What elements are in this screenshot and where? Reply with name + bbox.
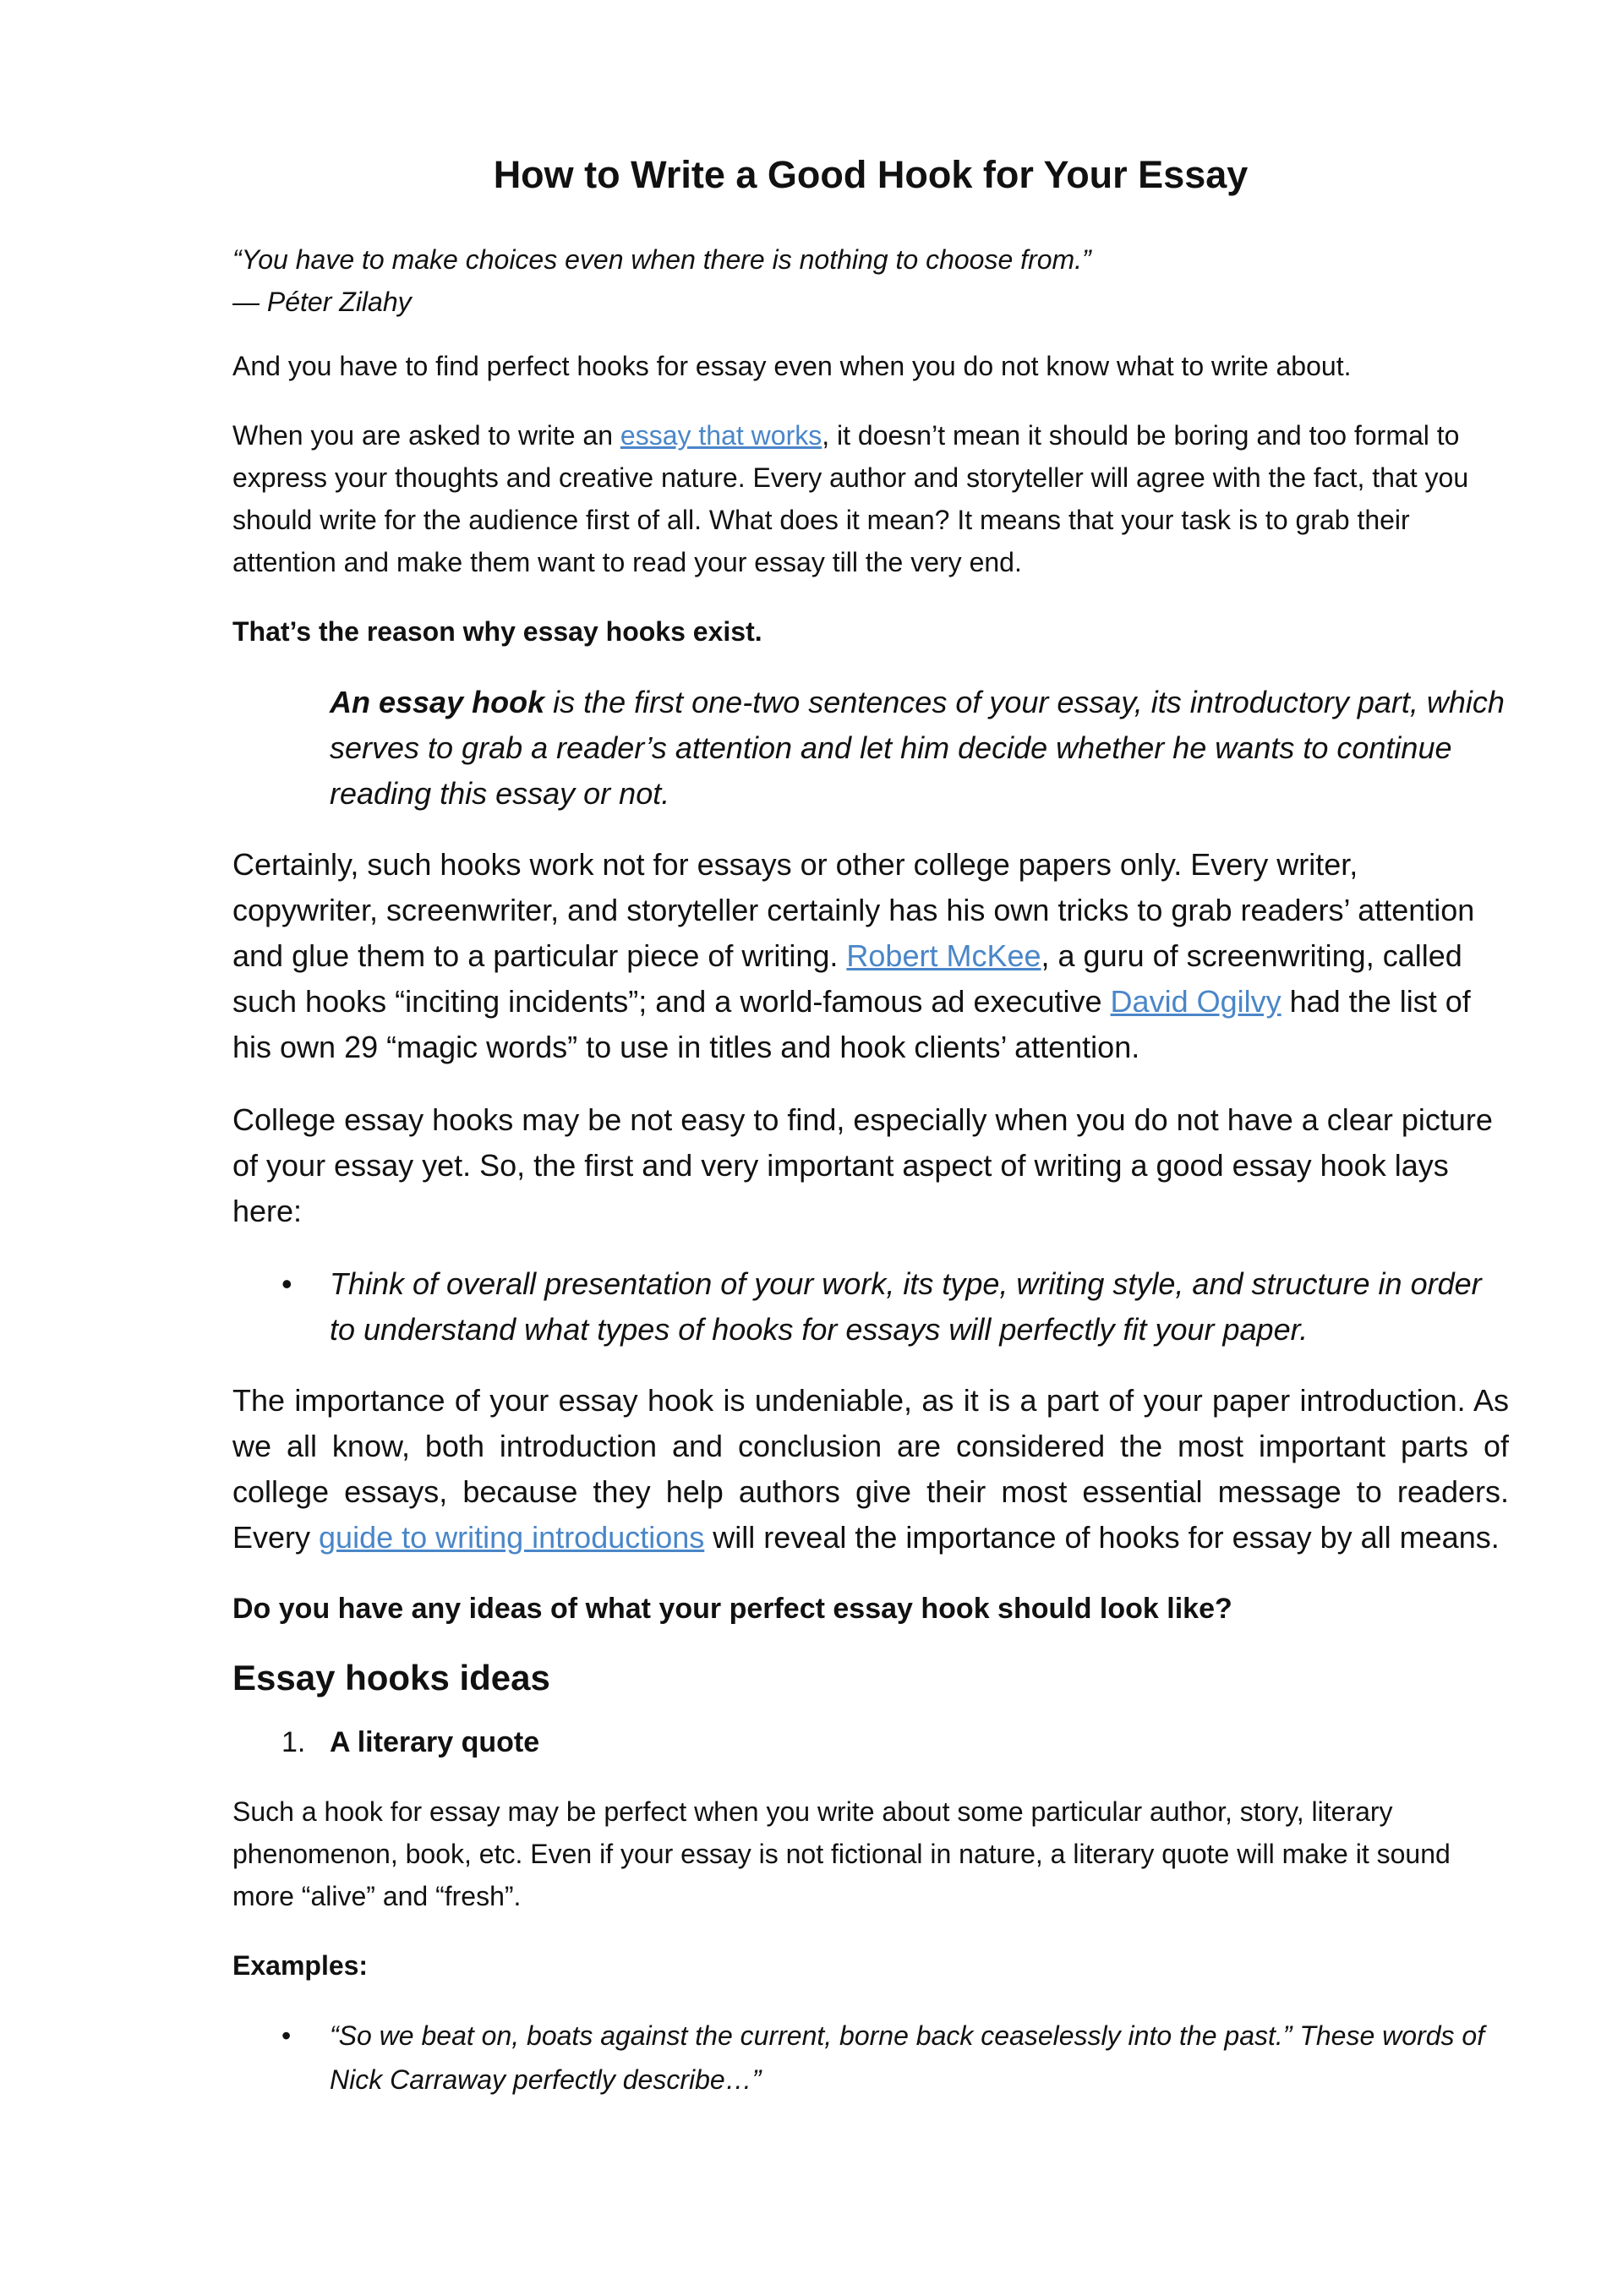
- list-item-literary-quote: [232, 1721, 1509, 1763]
- essay-hook-definition: [330, 680, 1509, 817]
- list-label: A literary quote: [330, 1726, 540, 1759]
- example-item: [232, 2014, 1509, 2102]
- epigraph-author: — Péter Zilahy: [232, 287, 412, 317]
- paragraph-hook-tricks: [232, 842, 1509, 1070]
- examples-label: Examples:: [232, 1950, 369, 1982]
- epigraph: [232, 238, 1509, 323]
- robert-mckee-link[interactable]: Robert McKee: [846, 938, 1041, 973]
- list-number: 1.: [281, 1726, 306, 1759]
- para1-text-before: When you are asked to write an: [232, 420, 620, 451]
- question-heading: Do you have any ideas of what your perfect essay hook should look like?: [232, 1593, 1232, 1625]
- para4-after: will reveal the importance of hooks for essay by all means.: [704, 1520, 1500, 1555]
- reason-heading: That’s the reason why essay hooks exist.: [232, 616, 762, 647]
- david-ogilvy-link[interactable]: David Ogilvy: [1110, 984, 1281, 1019]
- definition-term: An essay hook: [330, 685, 545, 719]
- paragraph-importance: [232, 1378, 1509, 1561]
- para4-text: The importance of your essay hook is undeniable, as it is a part of your paper introduction. As we all know, both introduction and conclusion are considered the most important parts of college essays, because they help authors give their most essential message to readers. Every: [232, 1383, 1509, 1555]
- para2-part1: Certainly, such hooks work not for essays or other college papers only. Every writer, copywriter, screenwriter, and storyteller certainly has his own tricks to grab readers’ attention and glue them to a particular piece of writing.: [232, 847, 1475, 973]
- bullet-text: Think of overall presentation of your work, its type, writing style, and structure in order to understand what types of hooks for essays will perfectly fit your paper.: [330, 1266, 1482, 1347]
- definition-text: is the first one-two sentences of your essay, its introductory part, which serves to grab a reader’s attention and let him decide whether he wants to continue reading this essay or not.: [330, 685, 1505, 811]
- paragraph-essay-that-works: [232, 414, 1509, 583]
- intro-paragraph: And you have to find perfect hooks for essay even when you do not know what to write about.: [232, 351, 1352, 381]
- example-text: “So we beat on, boats against the current, borne back ceaselessly into the past.” These words of Nick Carraway perfectly describe…”: [330, 2020, 1485, 2096]
- paragraph-literary-quote: Such a hook for essay may be perfect when you write about some particular author, story, literary phenomenon, book, etc. Even if your essay is not fictional in nature, a literary quote will make it sound more “alive” and “fresh”.: [232, 1796, 1451, 1912]
- document-body: [232, 152, 1509, 2127]
- bullet-dot-icon: •: [281, 2020, 292, 2052]
- paragraph-college-hooks: College essay hooks may be not easy to find, especially when you do not have a clear picture of your essay yet. So, the first and very important aspect of writing a good essay hook lays here:: [232, 1102, 1493, 1228]
- essay-that-works-link[interactable]: essay that works: [620, 420, 822, 451]
- document-title: How to Write a Good Hook for Your Essay: [493, 153, 1249, 196]
- bullet-dot-icon: •: [281, 1266, 292, 1301]
- bullet-item-presentation: [232, 1261, 1509, 1353]
- guide-to-writing-introductions-link[interactable]: guide to writing introductions: [319, 1520, 705, 1555]
- para2-part3: had the list of his own 29 “magic words” to use in titles and hook clients’ attention.: [232, 984, 1471, 1064]
- section-heading-essay-hooks-ideas: Essay hooks ideas: [232, 1658, 550, 1697]
- para2-part2: , a guru of screenwriting, called such hooks “inciting incidents”; and a world-famous ad executive: [232, 938, 1462, 1019]
- para1-text-after: , it doesn’t mean it should be boring and too formal to express your thoughts and creative nature. Every author and storyteller will agree with the fact, that you should write for the audience first of all. What does it mean? It means that your task is to grab their attention and make them want to read your essay till the very end.: [232, 420, 1469, 577]
- epigraph-quote: “You have to make choices even when there is nothing to choose from.”: [232, 244, 1091, 275]
